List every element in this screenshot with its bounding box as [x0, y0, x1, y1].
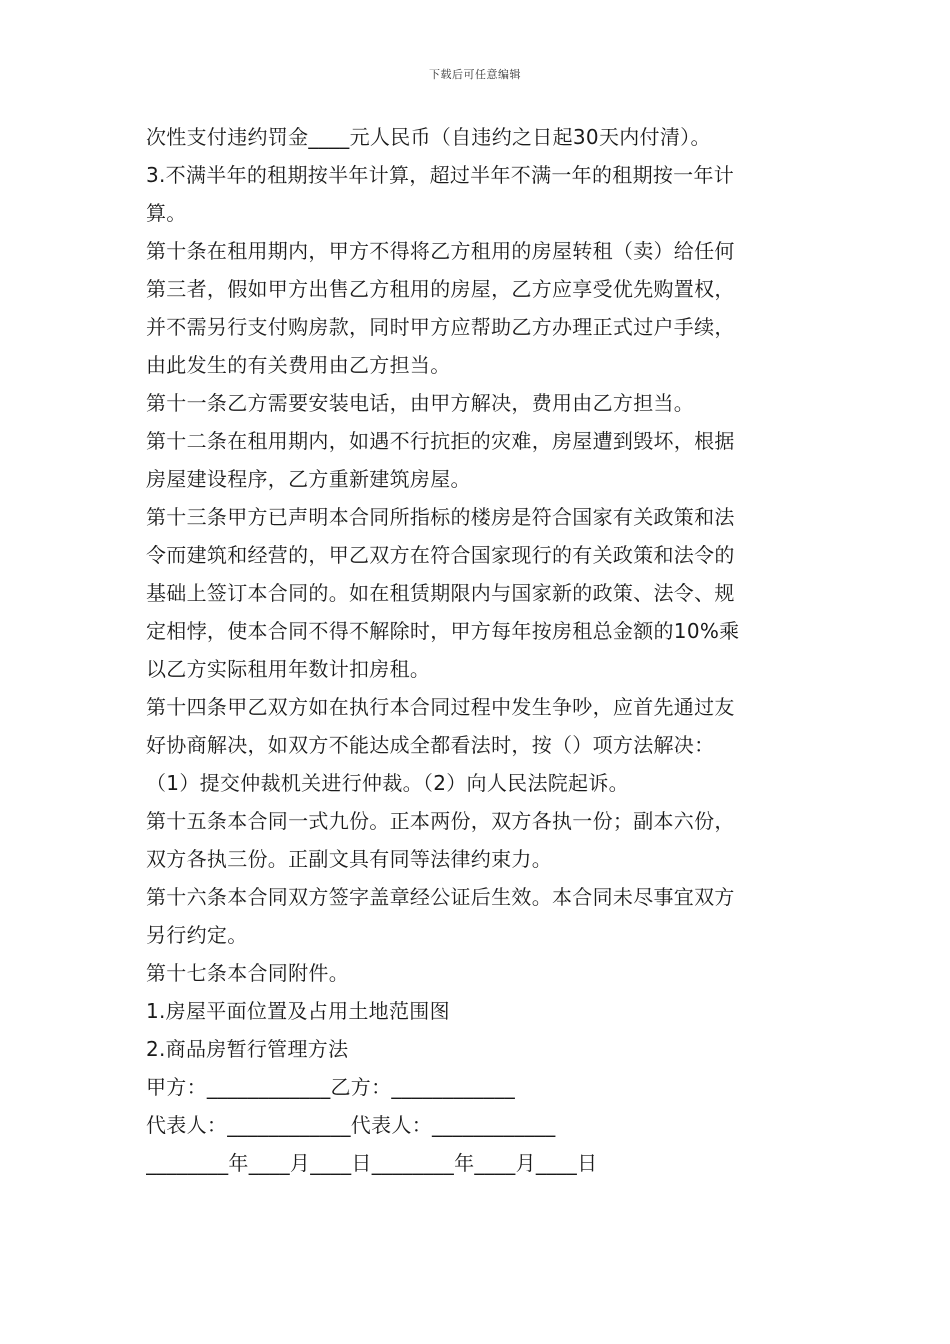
- article-16-line: 第十六条本合同双方签字盖章经公证后生效。本合同未尽事宜双方: [146, 885, 735, 909]
- attachment-item: 2.商品房暂行管理方法: [146, 1037, 349, 1061]
- text-line: 3.不满半年的租期按半年计算，超过半年不满一年的租期按一年计: [146, 163, 735, 187]
- article-14-line: 第十四条甲乙双方如在执行本合同过程中发生争吵，应首先通过友: [146, 695, 735, 719]
- text-line: 令而建筑和经营的，甲乙双方在符合国家现行的有关政策和法令的: [146, 543, 735, 567]
- representative-signature-line: 代表人：____________代表人：____________: [146, 1113, 556, 1137]
- text-line: 以乙方实际租用年数计扣房租。: [146, 657, 431, 681]
- article-11-line: 第十一条乙方需要安装电话，由甲方解决，费用由乙方担当。: [146, 391, 695, 415]
- party-signature-line: 甲方：____________乙方：____________: [146, 1075, 515, 1099]
- text-line: 算。: [146, 201, 187, 225]
- text-line: 并不需另行支付购房款，同时甲方应帮助乙方办理正式过户手续，: [146, 315, 735, 339]
- text-line: （1）提交仲裁机关进行仲裁。（2）向人民法院起诉。: [146, 771, 629, 795]
- contract-body: [146, 118, 816, 1182]
- article-10-line: 第十条在租用期内，甲方不得将乙方租用的房屋转租（卖）给任何: [146, 239, 735, 263]
- article-17-line: 第十七条本合同附件。: [146, 961, 349, 985]
- text-line: 次性支付违约罚金____元人民币（自违约之日起30天内付清）。: [146, 125, 711, 149]
- text-line: 由此发生的有关费用由乙方担当。: [146, 353, 451, 377]
- text-line: 基础上签订本合同的。如在租赁期限内与国家新的政策、法令、规: [146, 581, 735, 605]
- download-edit-note: 下载后可任意编辑: [429, 68, 521, 81]
- article-13-line: 第十三条甲方已声明本合同所指标的楼房是符合国家有关政策和法: [146, 505, 735, 529]
- text-line: 定相悖，使本合同不得不解除时，甲方每年按房租总金额的10%乘: [146, 619, 740, 643]
- attachment-item: 1.房屋平面位置及占用土地范围图: [146, 999, 450, 1023]
- text-line: 房屋建设程序，乙方重新建筑房屋。: [146, 467, 471, 491]
- article-15-line: 第十五条本合同一式九份。正本两份，双方各执一份；副本六份，: [146, 809, 735, 833]
- text-line: 第三者，假如甲方出售乙方租用的房屋，乙方应享受优先购置权，: [146, 277, 735, 301]
- article-12-line: 第十二条在租用期内，如遇不行抗拒的灾难，房屋遭到毁坏，根据: [146, 429, 735, 453]
- text-line: 另行约定。: [146, 923, 248, 947]
- text-line: 好协商解决，如双方不能达成全都看法时，按（）项方法解决：: [146, 733, 715, 757]
- date-line: ________年____月____日________年____月____日: [146, 1151, 598, 1175]
- text-line: 双方各执三份。正副文具有同等法律约束力。: [146, 847, 552, 871]
